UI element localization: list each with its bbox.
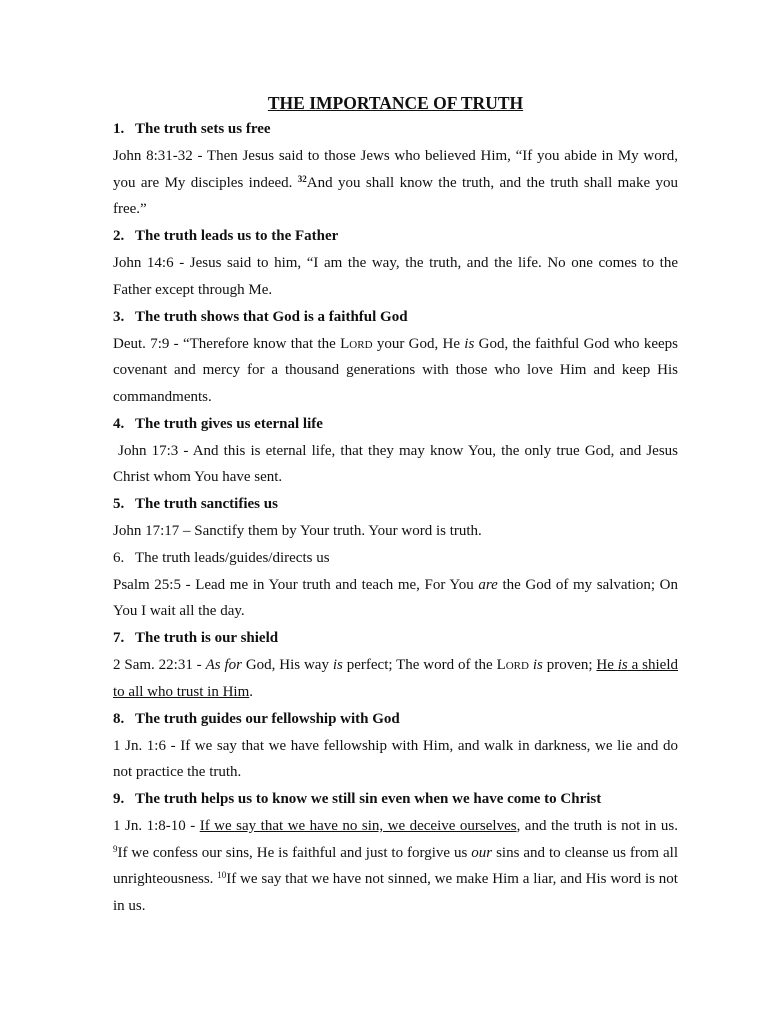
verse-number: 32 [297,173,307,184]
scripture-text: a shield to all who trust in Him [113,657,679,700]
scripture-text: And this is eternal life, that they may know You, the only true God, and Jesus Christ whom You have sent. [113,442,678,486]
scripture-text: And you shall know the truth, and the truth shall make you free.” [113,174,678,218]
scripture-paragraph [113,518,678,545]
scripture-text: your God, He [372,335,465,352]
scripture-text: If we confess our sins, He is faithful and just to forgive us [117,844,472,861]
scripture-text: Then Jesus said to those Jews who believed Him, “If you abide in My word, you are My disciples indeed. [113,148,678,191]
document-title: THE IMPORTANCE OF TRUTH [267,93,524,113]
scripture-reference: John 14:6 - [113,255,190,272]
section-number: 6. [113,549,125,566]
section-number: 7. [113,630,125,647]
scripture-text: sins and to cleanse us from all unrighteousness. [113,844,679,888]
scripture-paragraph [113,813,678,920]
document-page [113,92,678,920]
italic-word: are [478,576,498,593]
section-number: 5. [113,496,125,513]
scripture-text: God, the faithful God who keeps covenant and mercy for a thousand generations with those who love Him and keep His commandments. [113,335,678,405]
italic-word: is [464,335,475,352]
scripture-reference: Deut. 7:9 - [113,335,183,352]
scripture-text: Lead me in Your truth and teach me, For You [195,576,479,593]
section-number: 8. [113,710,125,727]
section-number: 1. [113,121,125,137]
scripture-text: perfect; The word of the [342,657,497,674]
scripture-paragraph [113,250,678,303]
scripture-text: If we say that we have fellowship with Him, and walk in darkness, we lie and do not practice the truth. [113,737,679,781]
scripture-reference: John 8:31-32 - [113,148,207,164]
italic-word: As [205,657,221,674]
scripture-text: Jesus said to him, “I am the way, the truth, and the life. No one comes to the Father except through Me. [113,255,679,298]
scripture-text: the God of my salvation; On You I wait all the day. [113,576,679,620]
lord-small-caps: Lord [340,335,373,352]
italic-word: our [471,844,493,861]
scripture-text: Sanctify them by Your truth. Your word is truth. [194,523,482,540]
verse-number: 10 [217,870,227,881]
scripture-text: He [596,657,618,674]
scripture-paragraph [113,143,678,223]
scripture-paragraph [113,652,678,705]
section-heading-text: The truth is our shield [135,630,279,647]
italic-word: is [617,657,628,674]
section-number: 2. [113,228,125,245]
scripture-text: , and the truth is not in us. [516,817,678,834]
scripture-text: God, His way [241,657,333,674]
lord-small-caps: Lord [496,657,529,674]
section-heading-text: The truth helps us to know we still sin even when we have come to Christ [135,790,602,807]
section-number: 9. [113,790,125,807]
section-heading [113,491,678,518]
section-heading [113,411,678,438]
section-heading [113,545,678,572]
underlined-text: If we say that we have no sin, we deceive ourselves [199,817,517,834]
section-heading [113,304,678,331]
scripture-text: “Therefore know that the [182,335,341,352]
scripture-paragraph [113,438,678,491]
section-number: 3. [113,308,125,325]
scripture-reference: John 17:17 – [113,523,195,540]
scripture-text: If we say that we have not sinned, we make Him a liar, and His word is not in us. [113,871,678,915]
scripture-paragraph [113,733,678,786]
scripture-reference: 2 Sam. 22:31 - [113,657,206,674]
section-heading [113,706,678,733]
section-heading-text: The truth guides our fellowship with God [135,710,400,727]
section-heading-text: The truth sanctifies us [135,496,278,513]
italic-word: is [532,657,543,674]
section-heading-text: The truth leads/guides/directs us [135,549,330,566]
section-heading-text: The truth leads us to the Father [135,228,339,245]
italic-word: for [224,657,242,674]
section-heading [113,116,678,143]
section-heading [113,223,678,250]
section-number: 4. [113,415,125,432]
section-heading [113,786,678,813]
section-heading [113,625,678,652]
italic-word: is [332,657,343,674]
scripture-reference: John 17:3 - [118,442,193,459]
section-heading-text: The truth gives us eternal life [135,415,323,432]
scripture-paragraph [113,572,678,625]
scripture-paragraph [113,331,678,411]
scripture-text: proven; [542,657,597,674]
scripture-reference: Psalm 25:5 - [113,576,196,593]
section-heading-text: The truth shows that God is a faithful God [135,308,408,325]
scripture-text: . [249,683,253,700]
verse-number: 9 [113,843,118,854]
section-heading-text: The truth sets us free [135,121,271,137]
scripture-reference: 1 Jn. 1:6 - [113,737,181,754]
scripture-reference: 1 Jn. 1:8-10 - [113,817,200,834]
